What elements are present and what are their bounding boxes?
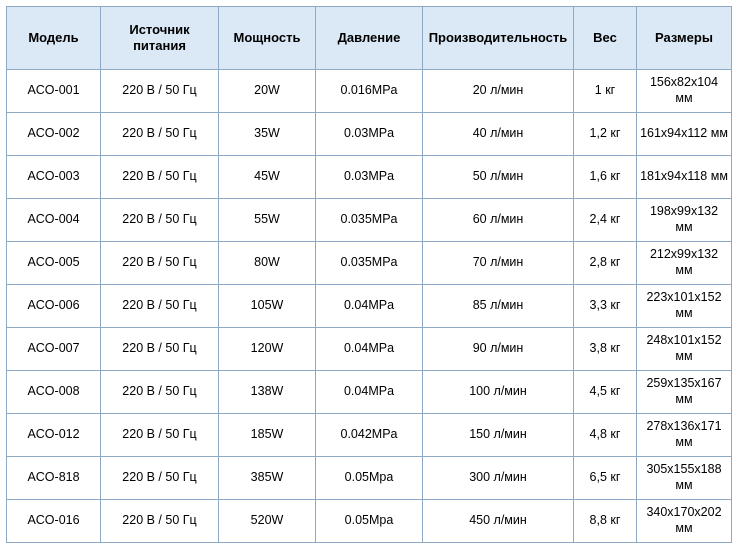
cell-power-source: 220 В / 50 Гц	[101, 500, 219, 543]
cell-capacity: 150 л/мин	[423, 414, 574, 457]
cell-weight: 1,2 кг	[574, 113, 637, 156]
cell-pressure: 0.04MPa	[316, 328, 423, 371]
cell-model: ACO-012	[7, 414, 101, 457]
cell-wattage: 35W	[219, 113, 316, 156]
cell-dimensions: 223x101x152 мм	[637, 285, 732, 328]
cell-capacity: 90 л/мин	[423, 328, 574, 371]
cell-capacity: 50 л/мин	[423, 156, 574, 199]
table-row	[7, 371, 732, 414]
cell-model: ACO-003	[7, 156, 101, 199]
table-row	[7, 242, 732, 285]
table-row	[7, 199, 732, 242]
cell-model: ACO-008	[7, 371, 101, 414]
cell-dimensions: 156x82x104 мм	[637, 70, 732, 113]
cell-power-source: 220 В / 50 Гц	[101, 199, 219, 242]
cell-dimensions: 212x99x132 мм	[637, 242, 732, 285]
column-header-power-source: Источник питания	[101, 7, 219, 70]
cell-wattage: 120W	[219, 328, 316, 371]
cell-wattage: 20W	[219, 70, 316, 113]
cell-power-source: 220 В / 50 Гц	[101, 285, 219, 328]
specifications-table	[6, 6, 732, 543]
cell-capacity: 70 л/мин	[423, 242, 574, 285]
cell-power-source: 220 В / 50 Гц	[101, 328, 219, 371]
cell-power-source: 220 В / 50 Гц	[101, 457, 219, 500]
cell-capacity: 300 л/мин	[423, 457, 574, 500]
cell-wattage: 105W	[219, 285, 316, 328]
cell-capacity: 450 л/мин	[423, 500, 574, 543]
cell-power-source: 220 В / 50 Гц	[101, 113, 219, 156]
column-header-weight: Вес	[574, 7, 637, 70]
cell-wattage: 138W	[219, 371, 316, 414]
cell-power-source: 220 В / 50 Гц	[101, 414, 219, 457]
table-row	[7, 285, 732, 328]
cell-dimensions: 340x170x202 мм	[637, 500, 732, 543]
cell-weight: 1,6 кг	[574, 156, 637, 199]
cell-capacity: 40 л/мин	[423, 113, 574, 156]
cell-model: ACO-006	[7, 285, 101, 328]
cell-pressure: 0.05Mpa	[316, 500, 423, 543]
cell-pressure: 0.042MPa	[316, 414, 423, 457]
cell-weight: 2,4 кг	[574, 199, 637, 242]
cell-power-source: 220 В / 50 Гц	[101, 242, 219, 285]
cell-pressure: 0.04MPa	[316, 285, 423, 328]
cell-dimensions: 259x135x167 мм	[637, 371, 732, 414]
cell-model: ACO-007	[7, 328, 101, 371]
cell-dimensions: 198x99x132 мм	[637, 199, 732, 242]
table-row	[7, 156, 732, 199]
cell-pressure: 0.035MPa	[316, 199, 423, 242]
cell-pressure: 0.04MPa	[316, 371, 423, 414]
cell-wattage: 55W	[219, 199, 316, 242]
cell-capacity: 85 л/мин	[423, 285, 574, 328]
cell-model: ACO-016	[7, 500, 101, 543]
column-header-wattage: Мощность	[219, 7, 316, 70]
cell-power-source: 220 В / 50 Гц	[101, 70, 219, 113]
cell-dimensions: 161x94x112 мм	[637, 113, 732, 156]
cell-weight: 4,5 кг	[574, 371, 637, 414]
column-header-dimensions: Размеры	[637, 7, 732, 70]
cell-capacity: 60 л/мин	[423, 199, 574, 242]
cell-wattage: 385W	[219, 457, 316, 500]
cell-dimensions: 181x94x118 мм	[637, 156, 732, 199]
cell-model: ACO-818	[7, 457, 101, 500]
cell-power-source: 220 В / 50 Гц	[101, 156, 219, 199]
table-row	[7, 500, 732, 543]
table-row	[7, 113, 732, 156]
cell-capacity: 100 л/мин	[423, 371, 574, 414]
cell-weight: 4,8 кг	[574, 414, 637, 457]
cell-pressure: 0.03MPa	[316, 113, 423, 156]
cell-wattage: 520W	[219, 500, 316, 543]
cell-dimensions: 248x101x152 мм	[637, 328, 732, 371]
cell-dimensions: 278x136x171 мм	[637, 414, 732, 457]
table-row	[7, 457, 732, 500]
cell-weight: 6,5 кг	[574, 457, 637, 500]
table-body	[7, 70, 732, 543]
cell-pressure: 0.05Mpa	[316, 457, 423, 500]
table-row	[7, 328, 732, 371]
cell-model: ACO-001	[7, 70, 101, 113]
cell-weight: 8,8 кг	[574, 500, 637, 543]
table-row	[7, 70, 732, 113]
column-header-capacity: Производительность	[423, 7, 574, 70]
cell-pressure: 0.03MPa	[316, 156, 423, 199]
cell-dimensions: 305x155x188 мм	[637, 457, 732, 500]
cell-wattage: 45W	[219, 156, 316, 199]
cell-weight: 1 кг	[574, 70, 637, 113]
cell-capacity: 20 л/мин	[423, 70, 574, 113]
column-header-pressure: Давление	[316, 7, 423, 70]
cell-weight: 3,8 кг	[574, 328, 637, 371]
table-header-row	[7, 7, 732, 70]
cell-weight: 3,3 кг	[574, 285, 637, 328]
cell-power-source: 220 В / 50 Гц	[101, 371, 219, 414]
cell-pressure: 0.016MPa	[316, 70, 423, 113]
table-row	[7, 414, 732, 457]
cell-model: ACO-002	[7, 113, 101, 156]
cell-wattage: 80W	[219, 242, 316, 285]
cell-pressure: 0.035MPa	[316, 242, 423, 285]
table-header	[7, 7, 732, 70]
column-header-model: Модель	[7, 7, 101, 70]
cell-weight: 2,8 кг	[574, 242, 637, 285]
cell-wattage: 185W	[219, 414, 316, 457]
cell-model: ACO-005	[7, 242, 101, 285]
cell-model: ACO-004	[7, 199, 101, 242]
